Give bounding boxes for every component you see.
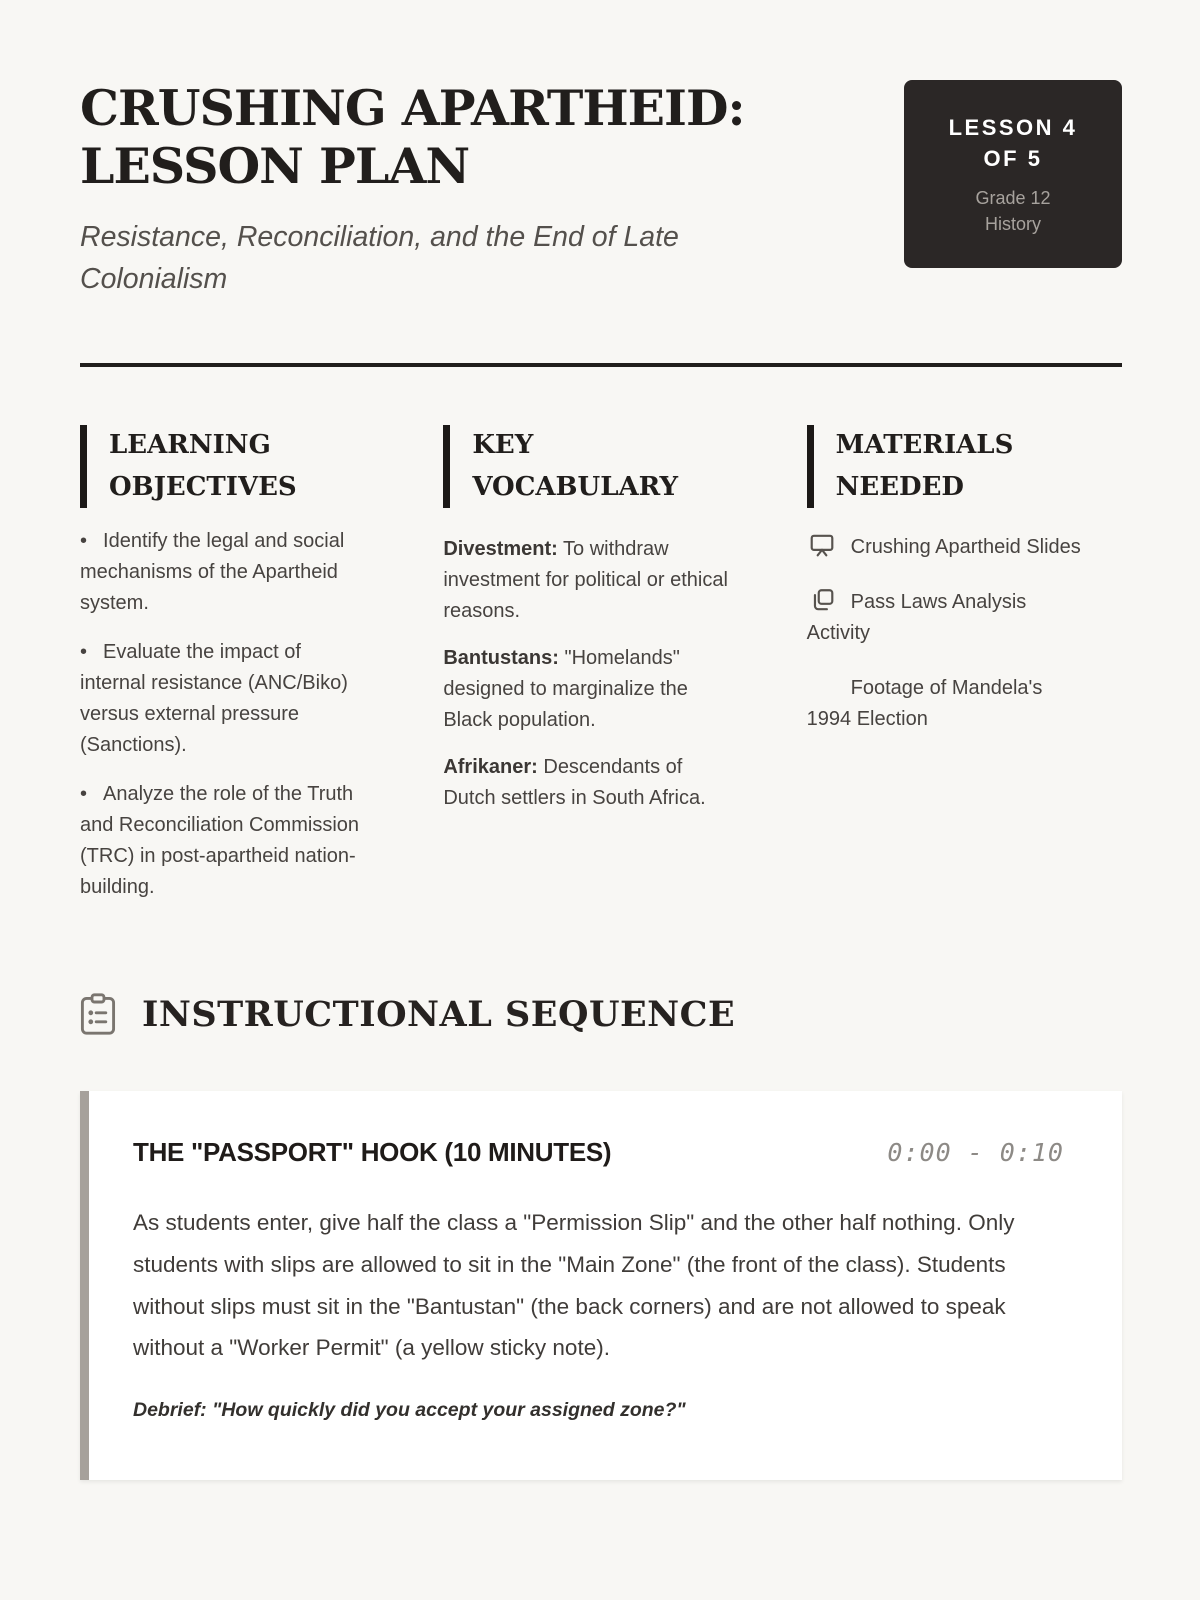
- page-title-line-1: CRUSHING APARTHEID:: [80, 79, 745, 137]
- vocab-entry: [443, 534, 728, 627]
- materials-heading: MATERIALS NEEDED: [835, 430, 1014, 502]
- heading-accent-bar: [80, 425, 87, 508]
- heading-accent-bar: [443, 425, 450, 508]
- badge-grade-line-1: Grade 12: [975, 188, 1051, 209]
- objective-item: • Identify the legal and social mechanisms of the Apartheid system.: [80, 526, 365, 619]
- blank-icon-spacer: [807, 673, 837, 699]
- header-divider: [80, 363, 1122, 367]
- vocab-definition: Descendants of Dutch settlers in South Africa.: [443, 756, 706, 810]
- header-text: [80, 80, 770, 301]
- presentation-screen-icon: [807, 532, 837, 558]
- activity-card-header: [133, 1137, 1064, 1168]
- vocab-definition: "Homelands" designed to marginalize the Black population.: [443, 647, 688, 732]
- vocab-term: Divestment:: [443, 538, 558, 561]
- material-label: Pass Laws Analysis Activity: [806, 591, 1027, 645]
- badge-grade-line-2: History: [984, 214, 1041, 235]
- objectives-heading-row: [80, 425, 365, 508]
- page-title: [80, 80, 770, 196]
- activity-card: [80, 1091, 1122, 1480]
- material-item: [807, 532, 1092, 563]
- activity-description: As students enter, give half the class a "Permission Slip" and the other half nothing. Only students with slips are allowed to sit in the "Main Zone" (the front of the class). Students without slips must sit in the "Bantustan" (the back corners) and are not allowed to speak without a "Worker Permit" (a yellow sticky note).: [133, 1210, 1015, 1361]
- materials-needed-section: [807, 425, 1122, 903]
- vocabulary-heading: KEY VOCABULARY: [472, 430, 679, 502]
- vocab-entry: [443, 643, 728, 736]
- heading-accent-bar: [807, 425, 814, 508]
- instructional-sequence-header: [80, 993, 1122, 1035]
- overview-columns: [80, 425, 1122, 903]
- page-subtitle: Resistance, Reconciliation, and the End of Late Colonialism: [80, 220, 679, 296]
- clipboard-icon: [80, 993, 116, 1035]
- objective-item: • Analyze the role of the Truth and Reconciliation Commission (TRC) in post-apartheid nation-building.: [80, 779, 365, 903]
- badge-lesson-line-2: OF 5: [983, 146, 1043, 172]
- copy-pages-icon: [807, 587, 837, 613]
- lesson-badge: [904, 80, 1122, 268]
- vocab-definition: To withdraw investment for political or ethical reasons.: [443, 538, 728, 623]
- vocabulary-heading-row: [443, 425, 728, 508]
- learning-objectives-section: [80, 425, 395, 903]
- activity-title: THE "PASSPORT" HOOK (10 MINUTES): [133, 1137, 612, 1168]
- objectives-heading: LEARNING OBJECTIVES: [109, 430, 297, 502]
- badge-lesson-line-1: LESSON 4: [948, 115, 1078, 140]
- header: [80, 80, 1122, 301]
- vocab-entry: [443, 752, 728, 814]
- instructional-sequence-title: INSTRUCTIONAL SEQUENCE: [142, 993, 736, 1035]
- material-item: [807, 673, 1092, 735]
- material-item: [807, 587, 1092, 649]
- vocab-term: Bantustans:: [443, 647, 559, 670]
- activity-debrief: Debrief: "How quickly did you accept your assigned zone?": [133, 1398, 686, 1421]
- material-label: Crushing Apartheid Slides: [850, 536, 1081, 559]
- badge-grade: [918, 186, 1108, 237]
- materials-list: [807, 532, 1092, 735]
- vocabulary-list: [443, 534, 728, 814]
- vocab-term: Afrikaner:: [443, 756, 538, 779]
- objectives-list: [80, 526, 365, 903]
- objective-item: • Evaluate the impact of internal resistance (ANC/Biko) versus external pressure (Sanctions).: [80, 637, 365, 761]
- material-label: Footage of Mandela's 1994 Election: [806, 677, 1043, 731]
- materials-heading-row: [807, 425, 1092, 508]
- activity-time-range: 0:00 - 0:10: [887, 1138, 1064, 1168]
- page-title-line-2: LESSON PLAN: [80, 136, 470, 195]
- key-vocabulary-section: [443, 425, 758, 903]
